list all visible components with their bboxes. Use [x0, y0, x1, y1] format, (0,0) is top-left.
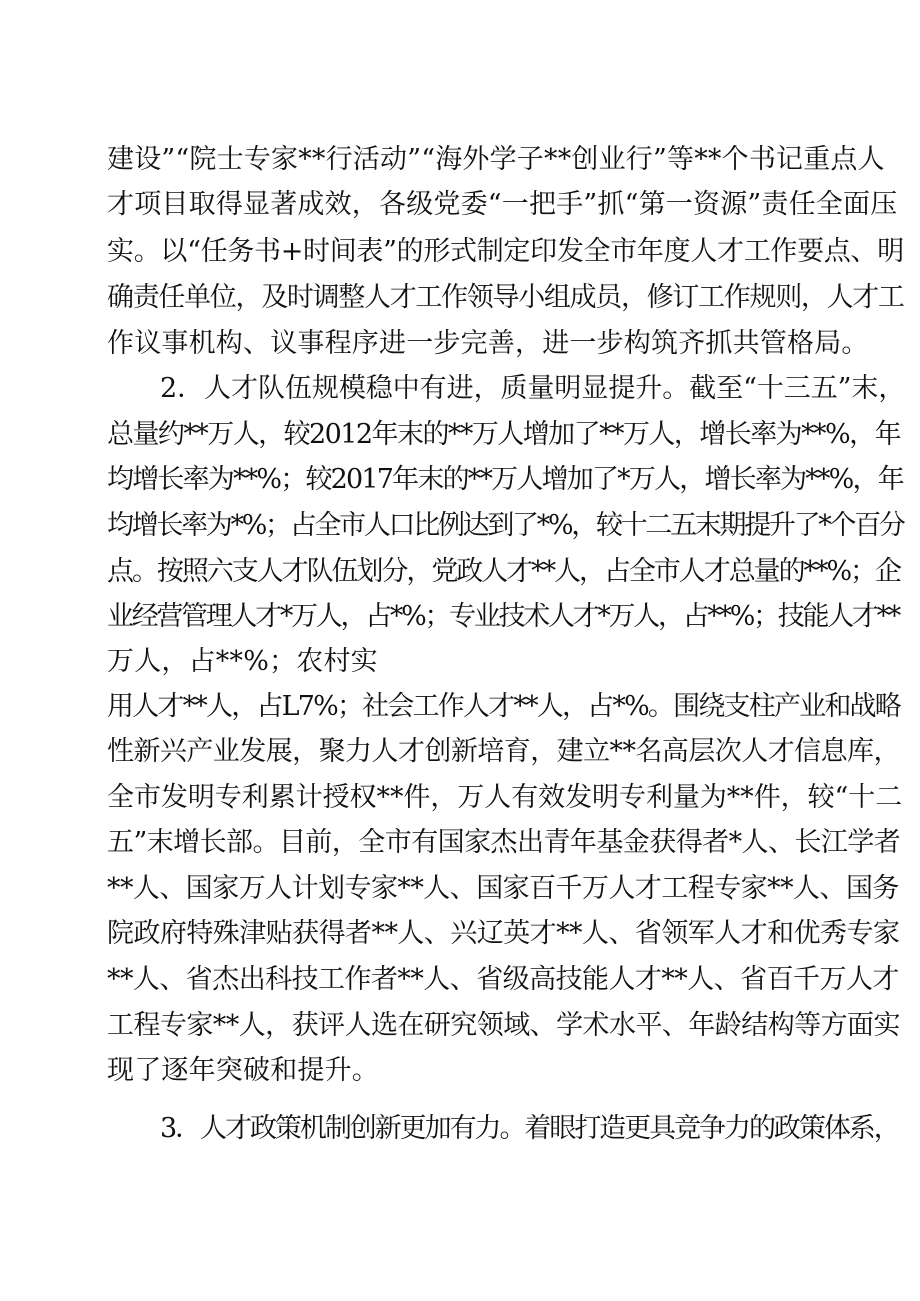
text-line: 建设”“院士专家**行活动”“海外学子**创业行”等**个书记重点人	[107, 144, 885, 175]
paragraph-heading-2: 2．人才队伍规模稳中有进，质量明显提升。截至“十三五”末，	[160, 373, 906, 404]
text-line: 全市发明专利累计授权**件，万人有效发明专利量为**件，较“十二	[107, 782, 903, 813]
text-line: 作议事机构、议事程序进一步完善，进一步构筑齐抓共管格局。	[107, 328, 869, 359]
text-line: 业经营管理人才*万人，占*%；专业技术人才*万人，占**%；技能人才**	[107, 601, 900, 632]
text-line: 院政府特殊津贴获得者**人、兴辽英才**人、省领军人才和优秀专家	[107, 918, 900, 949]
text-line: 五”末增长部。目前，全市有国家杰出青年基金获得者*人、长江学者	[107, 827, 901, 858]
text-line: 点。按照六支人才队伍划分，党政人才**人，占全市人才总量的**%；企	[107, 556, 900, 587]
text-line: 均增长率为*%；占全市人口比例达到了*%，较十二五末期提升了*个百分	[107, 510, 904, 541]
text-line: 才项目取得显著成效，各级党委“一把手”抓“第一资源”责任全面压	[107, 189, 898, 220]
text-line: 用人才**人，占L7%；社会工作人才**人，占*%。围绕支柱产业和战略	[107, 691, 900, 722]
text-line: 工程专家**人，获评人选在研究领域、学术水平、年龄结构等方面实	[107, 1010, 900, 1041]
text-line: **人、省杰出科技工作者**人、省级高技能人才**人、省百千万人才	[107, 964, 899, 995]
text-line: 均增长率为**%；较2017年末的**万人增加了*万人，增长率为**%，年	[107, 464, 903, 495]
text-line: 总量约**万人，较2012年末的**万人增加了**万人，增长率为**%，年	[107, 419, 901, 450]
text-line: **人、国家万人计划专家**人、国家百千万人才工程专家**人、国务	[107, 873, 899, 904]
paragraph-heading-3: 3．人才政策机制创新更加有力。着眼打造更具竞争力的政策体系，	[160, 1113, 899, 1144]
text-line: 实。以“任务书+时间表”的形式制定印发全市年度人才工作要点、明	[107, 236, 904, 267]
text-line: 现了逐年突破和提升。	[107, 1055, 379, 1086]
text-line: 确责任单位，及时调整人才工作领导小组成员，修订工作规则，人才工	[107, 282, 904, 313]
text-line: 性新兴产业发展，聚力人才创新培育，建立**名高层次人才信息库，	[107, 736, 900, 767]
text-line: 万人，占**%；农村实	[107, 646, 378, 677]
